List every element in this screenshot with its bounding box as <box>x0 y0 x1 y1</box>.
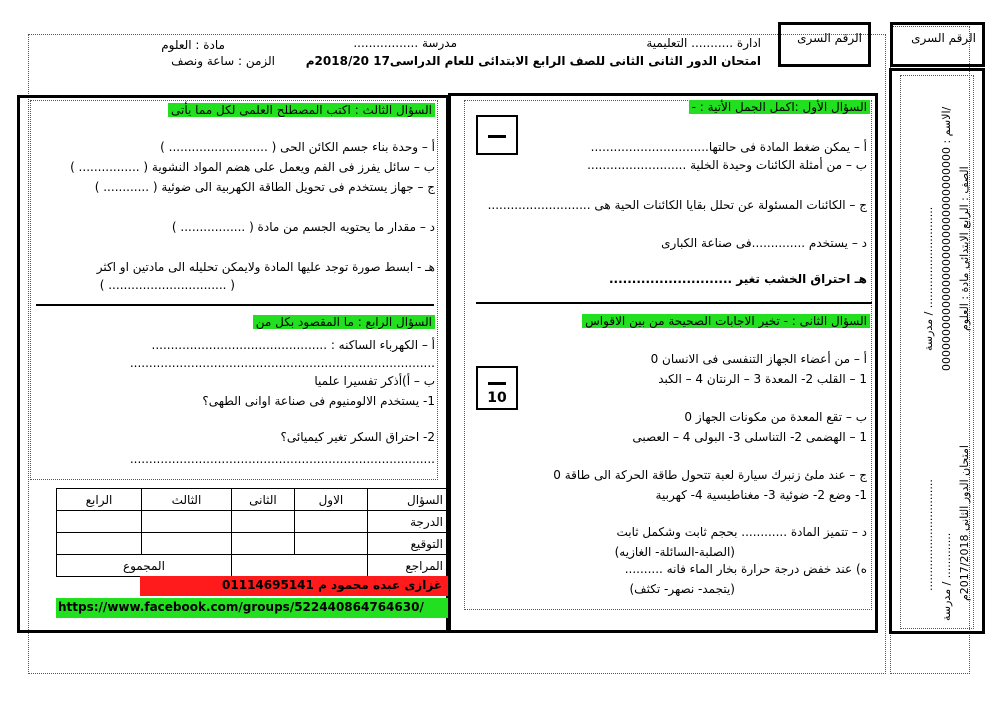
q2-b-stem: ب – تقع المعدة من مكونات الجهاز 0 <box>684 410 867 424</box>
q2-title: السؤال الثانى : - تخير الاجابات الصحيحة من بين الاقواس <box>582 314 870 328</box>
cell-sign-4[interactable] <box>57 533 142 555</box>
facebook-link[interactable]: https://www.facebook.com/groups/522440864764630/ <box>56 598 448 618</box>
q2-c-options: 1- وضع 2- ضوئية 3- مغناطيسية 4- كهربية <box>655 488 867 502</box>
row-reviewer-label: المراجع <box>367 555 447 577</box>
q1-score-box <box>476 115 518 155</box>
q2-b-options: 1 – الهضمى 2- التناسلى 3- البولى 4 – العصبى <box>632 430 867 444</box>
cell-degree-2[interactable] <box>231 511 294 533</box>
school: مدرسة ................. <box>353 36 457 50</box>
th-second: الثانى <box>231 489 294 511</box>
q1-separator <box>476 302 872 304</box>
q2-a-stem: أ – من أعضاء الجهاز التنفسى فى الانسان 0 <box>650 352 867 366</box>
q3-title: السؤال الثالث : اكتب المصطلح العلمى لكل مما يأتى <box>168 103 435 117</box>
q1-d: د – يستخدم ..............فى صناعة الكبارى <box>661 236 867 250</box>
q1-c: ج – الكائنات المسئولة عن تحلل بقايا الكائنات الحية هى ........................... <box>487 198 867 212</box>
q2-e-stem: ه) عند خفض درجة حرارة بخار الماء فانه .......... <box>624 562 867 576</box>
q2-score: 10 <box>487 390 507 406</box>
q3-a: أ – وحدة بناء جسم الكائن الحى ( .......................... ) <box>160 140 435 154</box>
total-label: المجموع <box>57 555 232 577</box>
cell-sign-3[interactable] <box>142 533 232 555</box>
q3-d: د – مقدار ما يحتويه الجسم من مادة ( ................. ) <box>171 220 435 234</box>
q2-c-stem: ج – عند ملئ زنبرك سيارة لعبة تتحول طاقة الحركة الى طاقة 0 <box>553 468 867 482</box>
q1-e: هـ احتراق الخشب تغير ........................... <box>608 272 867 286</box>
q2-score-box <box>476 366 518 410</box>
side-line-name: الاسم : 00000000000000000000000000000000/ <box>940 106 953 371</box>
cell-reviewer[interactable] <box>231 555 367 577</box>
th-first: الاول <box>295 489 368 511</box>
cell-sign-1[interactable] <box>295 533 368 555</box>
side-line-school: مدرسة / ............................. <box>922 206 935 351</box>
side-strip <box>889 68 985 634</box>
q4-a: أ – الكهرباء الساكنه : .............................................. <box>151 338 435 352</box>
exam-title: امتحان الدور الثانى الثانى للصف الرابع الابتدائى للعام الدراسى17 2018/20م <box>305 54 761 68</box>
q4-b2: 2- احتراق السكر تغير كيميائى؟ <box>280 430 435 444</box>
subject: مادة : العلوم <box>161 38 225 52</box>
administration: ادارة ........... التعليمية <box>646 36 761 50</box>
cell-degree-4[interactable] <box>57 511 142 533</box>
q1-title: السؤال الأول :اكمل الجمل الأتية : - <box>689 100 870 114</box>
exam-time: الزمن : ساعة ونصف <box>171 54 275 68</box>
q1-b: ب – من أمثلة الكائنات وحيدة الخلية .......................... <box>587 158 867 172</box>
grade-table <box>56 488 448 577</box>
th-question: السؤال <box>367 489 447 511</box>
side-line-exam: امتحان الدور الثانى 2017/2018م <box>958 445 971 601</box>
secret-number-box <box>778 22 871 67</box>
q2-e-options: (يتجمد- نصهر- تكثف) <box>629 582 735 596</box>
secret-number-label-side: الرقم السرى <box>911 31 976 45</box>
q4-b1: 1- يستخدم الالومنيوم فى صناعة اوانى الطهى؟ <box>202 394 435 408</box>
author-bar: غزازى عبده محمود م 01114695141 <box>140 576 448 596</box>
secret-number-label: الرقم السرى <box>797 31 862 45</box>
q3-c: ج – جهاز يستخدم فى تحويل الطاقة الكهربية الى ضوئية ( ............ ) <box>94 180 435 194</box>
q1-a: أ – يمكن ضغط المادة فى حالتها............................... <box>590 140 867 154</box>
q4-dots-2: ................................................................................ <box>129 452 435 466</box>
th-fourth: الرابع <box>57 489 142 511</box>
q3-b: ب – سائل يفرز فى الفم ويعمل على هضم المواد النشوية ( ................ ) <box>70 160 435 174</box>
q3-separator <box>36 304 434 306</box>
row-degree-label: الدرجة <box>367 511 447 533</box>
cell-degree-1[interactable] <box>295 511 368 533</box>
q3-e-line1: هـ - ابسط صورة توجد عليها المادة ولايمكن تحليله الى مادتين او اكثر <box>96 260 435 274</box>
q3-e-line2: ( ............................... ) <box>99 278 235 292</box>
secret-number-box-side <box>890 22 985 67</box>
q4-dots: ................................................................................ <box>129 356 435 370</box>
side-line-school-2: مدرسة / ............. <box>940 532 953 621</box>
th-third: الثالث <box>142 489 232 511</box>
q2-d-options: (الصلبة-السائلة- الغازيه) <box>614 545 735 559</box>
grade-table-wrap <box>56 488 448 577</box>
q4-title: السؤال الرابع : ما المقصود بكل من <box>253 315 435 329</box>
q4-b: ب – أ)أذكر تفسيرا علميا <box>314 374 435 388</box>
row-signature-label: التوقيع <box>367 533 447 555</box>
side-line-dots: ................................ <box>922 479 935 591</box>
cell-sign-2[interactable] <box>231 533 294 555</box>
q2-a-options: 1 – القلب 2- المعدة 3 – الرنتان 4 – الكبد <box>658 372 867 386</box>
cell-degree-3[interactable] <box>142 511 232 533</box>
q2-d-stem: د – تتميز المادة ............ بحجم ثابت وشكمل ثابت <box>616 525 867 539</box>
side-line-class: الصف : الرابع الابتدائى مادة : العلوم <box>958 166 971 331</box>
